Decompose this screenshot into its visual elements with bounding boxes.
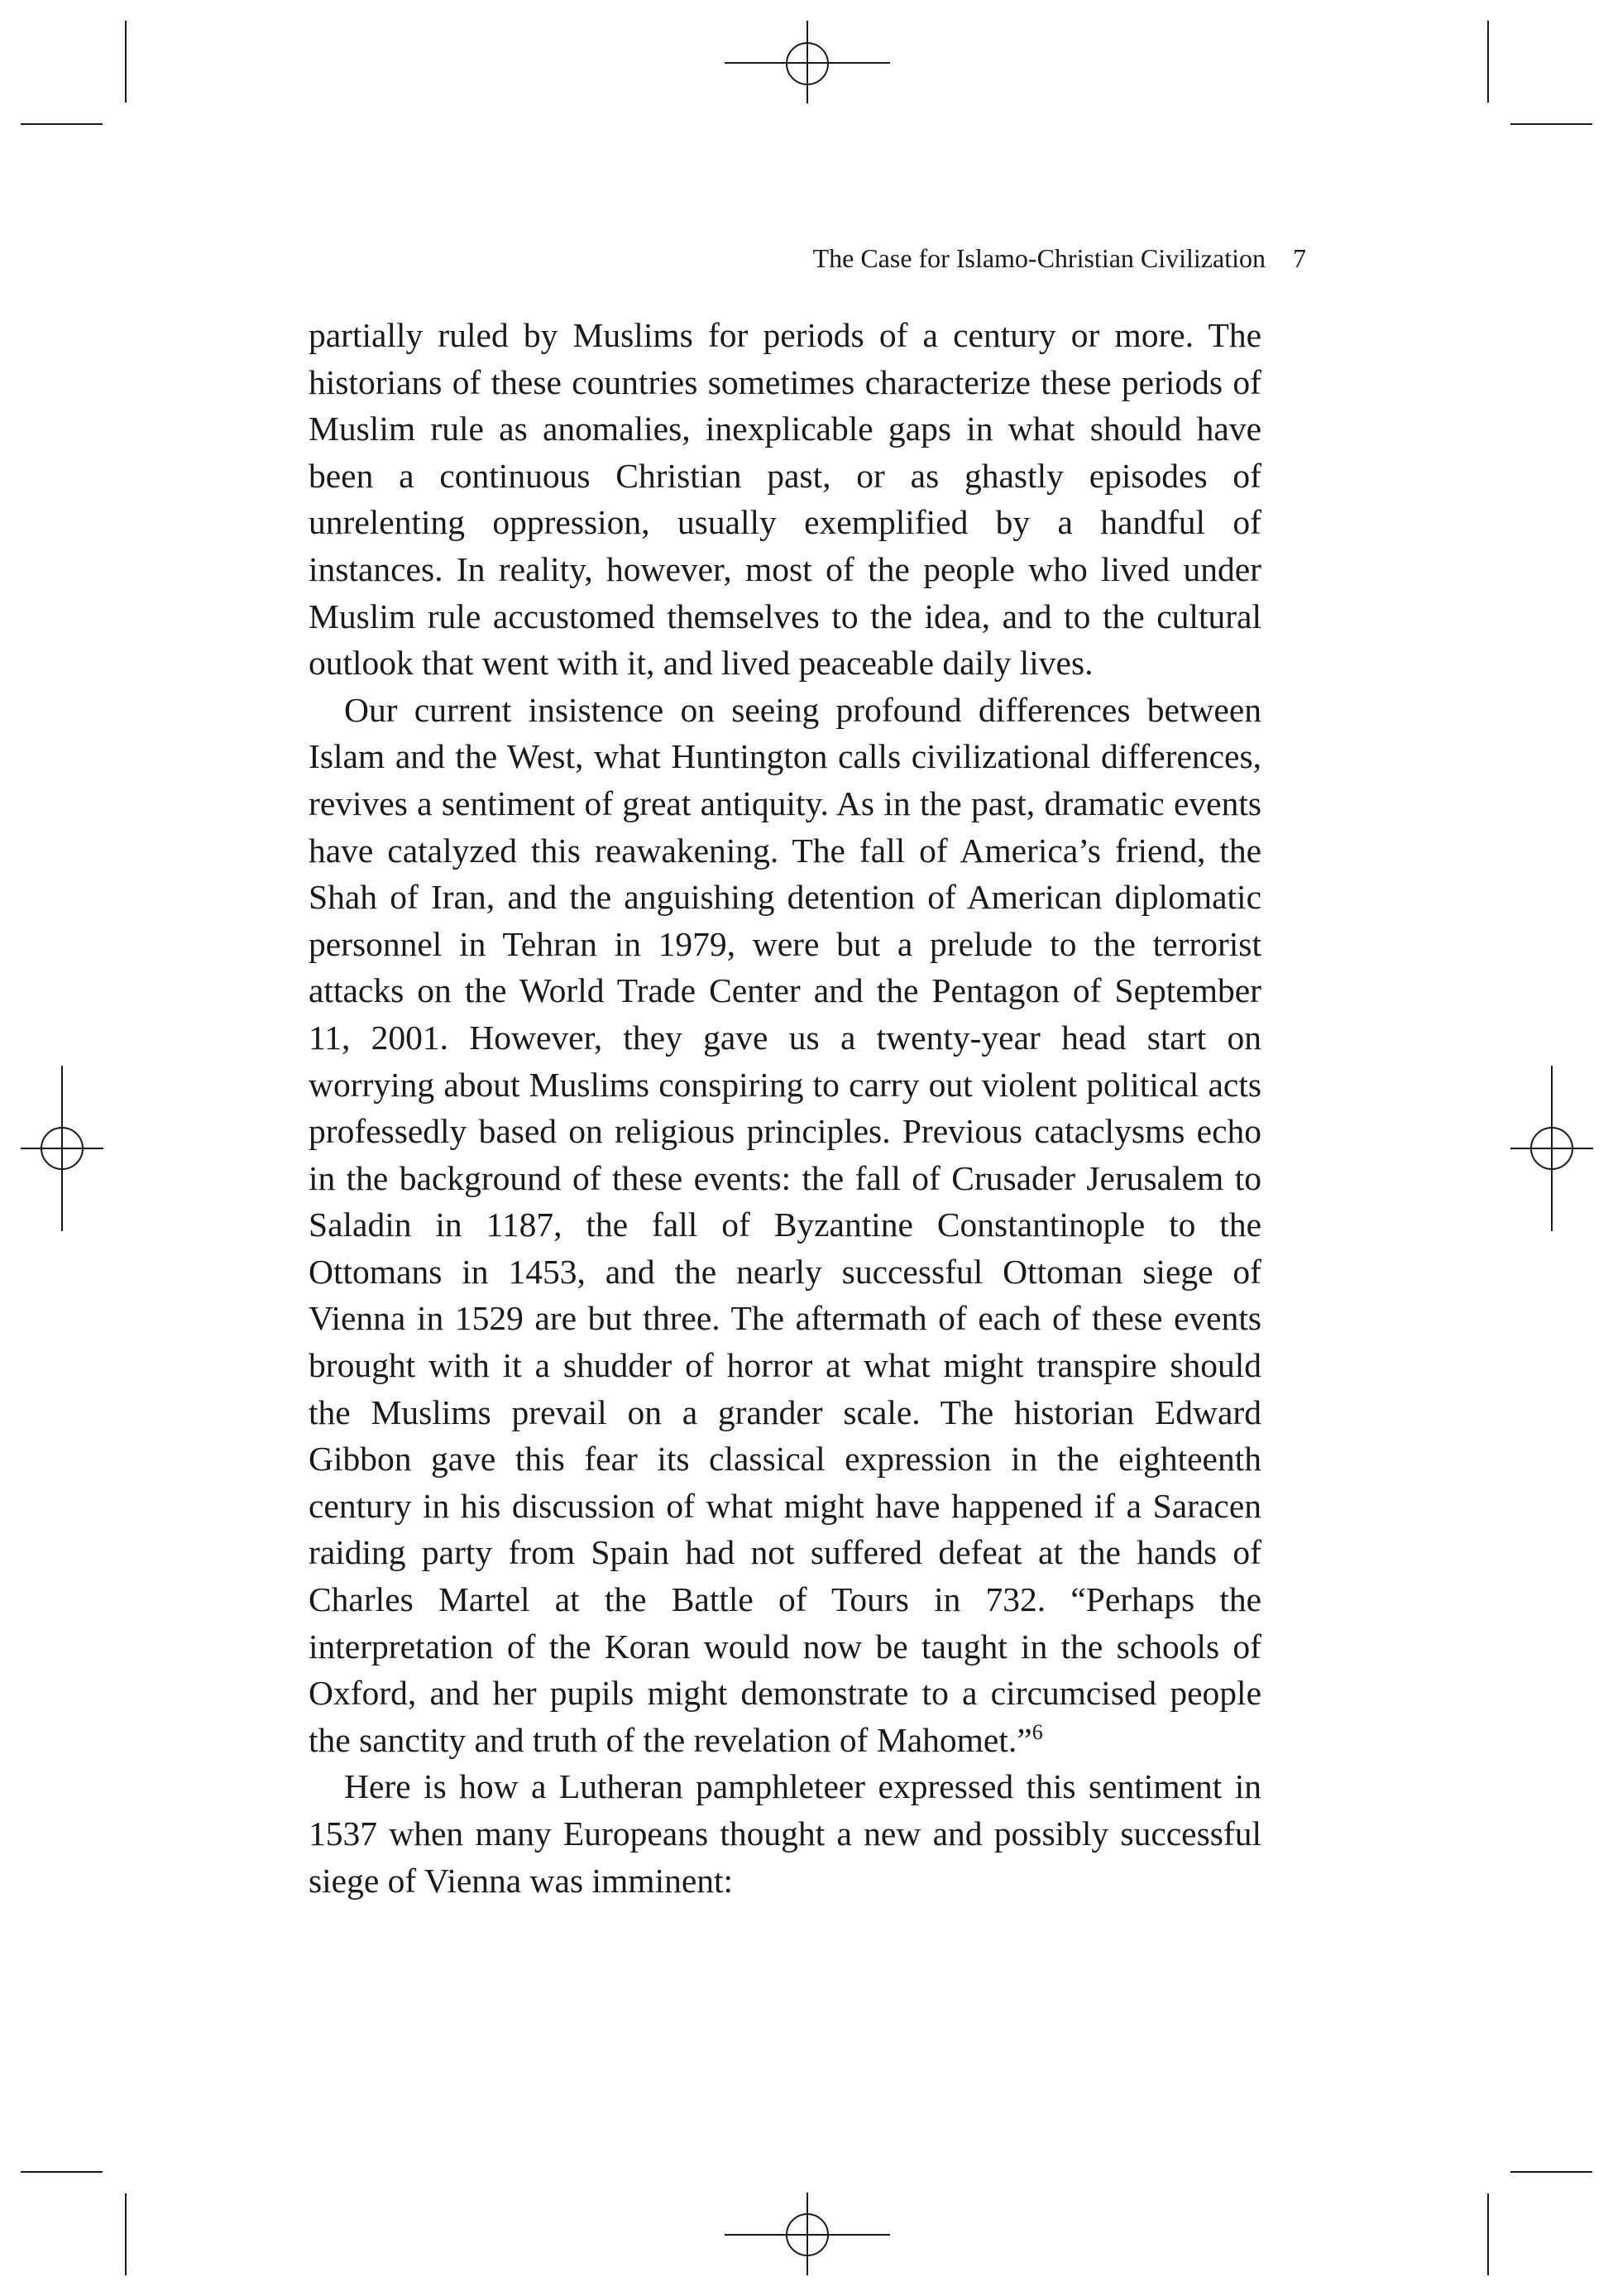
crop-mark-bottom-right-vertical [1487, 2193, 1489, 2275]
crop-mark-bottom-right-horizontal [1510, 2171, 1592, 2173]
crop-mark-top-left-horizontal [21, 123, 103, 125]
page-number: 7 [1293, 243, 1306, 273]
paragraph-2-text: Our current insistence on seeing profound differences between Islam and the West, what Huntington calls civilizational differences, revives a sentiment of great antiquity. As in the past, dramatic events have catalyzed this reawakening. The fall of America’s friend, the Shah of Iran, and the anguishing detention of American diplomatic personnel in Tehran in 1979, were but a prelude to the terrorist attacks on the World Trade Center and the Pentagon of September 11, 2001. However, they gave us a twenty-year head start on worrying about Muslims conspiring to carry out violent political acts professedly based on religious principles. Previous cataclysms echo in the background of these events: the fall of Crusader Jerusalem to Saladin in 1187, the fall of Byzantine Constantinople to the Ottomans in 1453, and the nearly successful Ottoman siege of Vienna in 1529 are but three. The aftermath of each of these events brought with it a shudder of horror at what might transpire should the Muslims prevail on a grander scale. The historian Edward Gibbon gave this fear its classical expression in the eighteenth century in his discussion of what might have happened if a Saracen raiding party from Spain had not suffered defeat at the hands of Charles Martel at the Battle of Tours in 732. “Perhaps the interpretation of the Koran would now be taught in the schools of Oxford, and her pupils might demonstrate to a circumcised people the sanctity and truth of the revelation of Mahomet.” [309, 690, 1261, 1759]
running-head-title: The Case for Islamo-Christian Civilization [812, 243, 1266, 273]
crop-mark-top-right-vertical [1487, 21, 1489, 103]
crop-mark-bottom-left-vertical [125, 2193, 127, 2275]
crop-mark-top-left-vertical [125, 21, 127, 103]
crop-mark-top-right-horizontal [1510, 123, 1592, 125]
paragraph-1: partially ruled by Muslims for periods of a century or more. The historians of these countries sometimes characterize these periods of Muslim rule as anomalies, inexplicable gaps in what should have been a continuous Christian past, or as ghastly episodes of unrelenting oppression, usually exemplified by a handful of instances. In reality, however, most of the people who lived under Muslim rule accustomed themselves to the idea, and to the cultural outlook that went with it, and lived peaceable daily lives. [309, 316, 1261, 683]
paragraph-2 [309, 687, 1261, 1764]
footnote-reference: 6 [1031, 1719, 1043, 1744]
crop-mark-bottom-left-horizontal [21, 2171, 103, 2173]
paragraph-3: Here is how a Lutheran pamphleteer expressed this sentiment in 1537 when many Europeans thought a new and possibly successful siege of Vienna was imminent: [309, 1767, 1261, 1900]
body-text [309, 312, 1261, 1904]
